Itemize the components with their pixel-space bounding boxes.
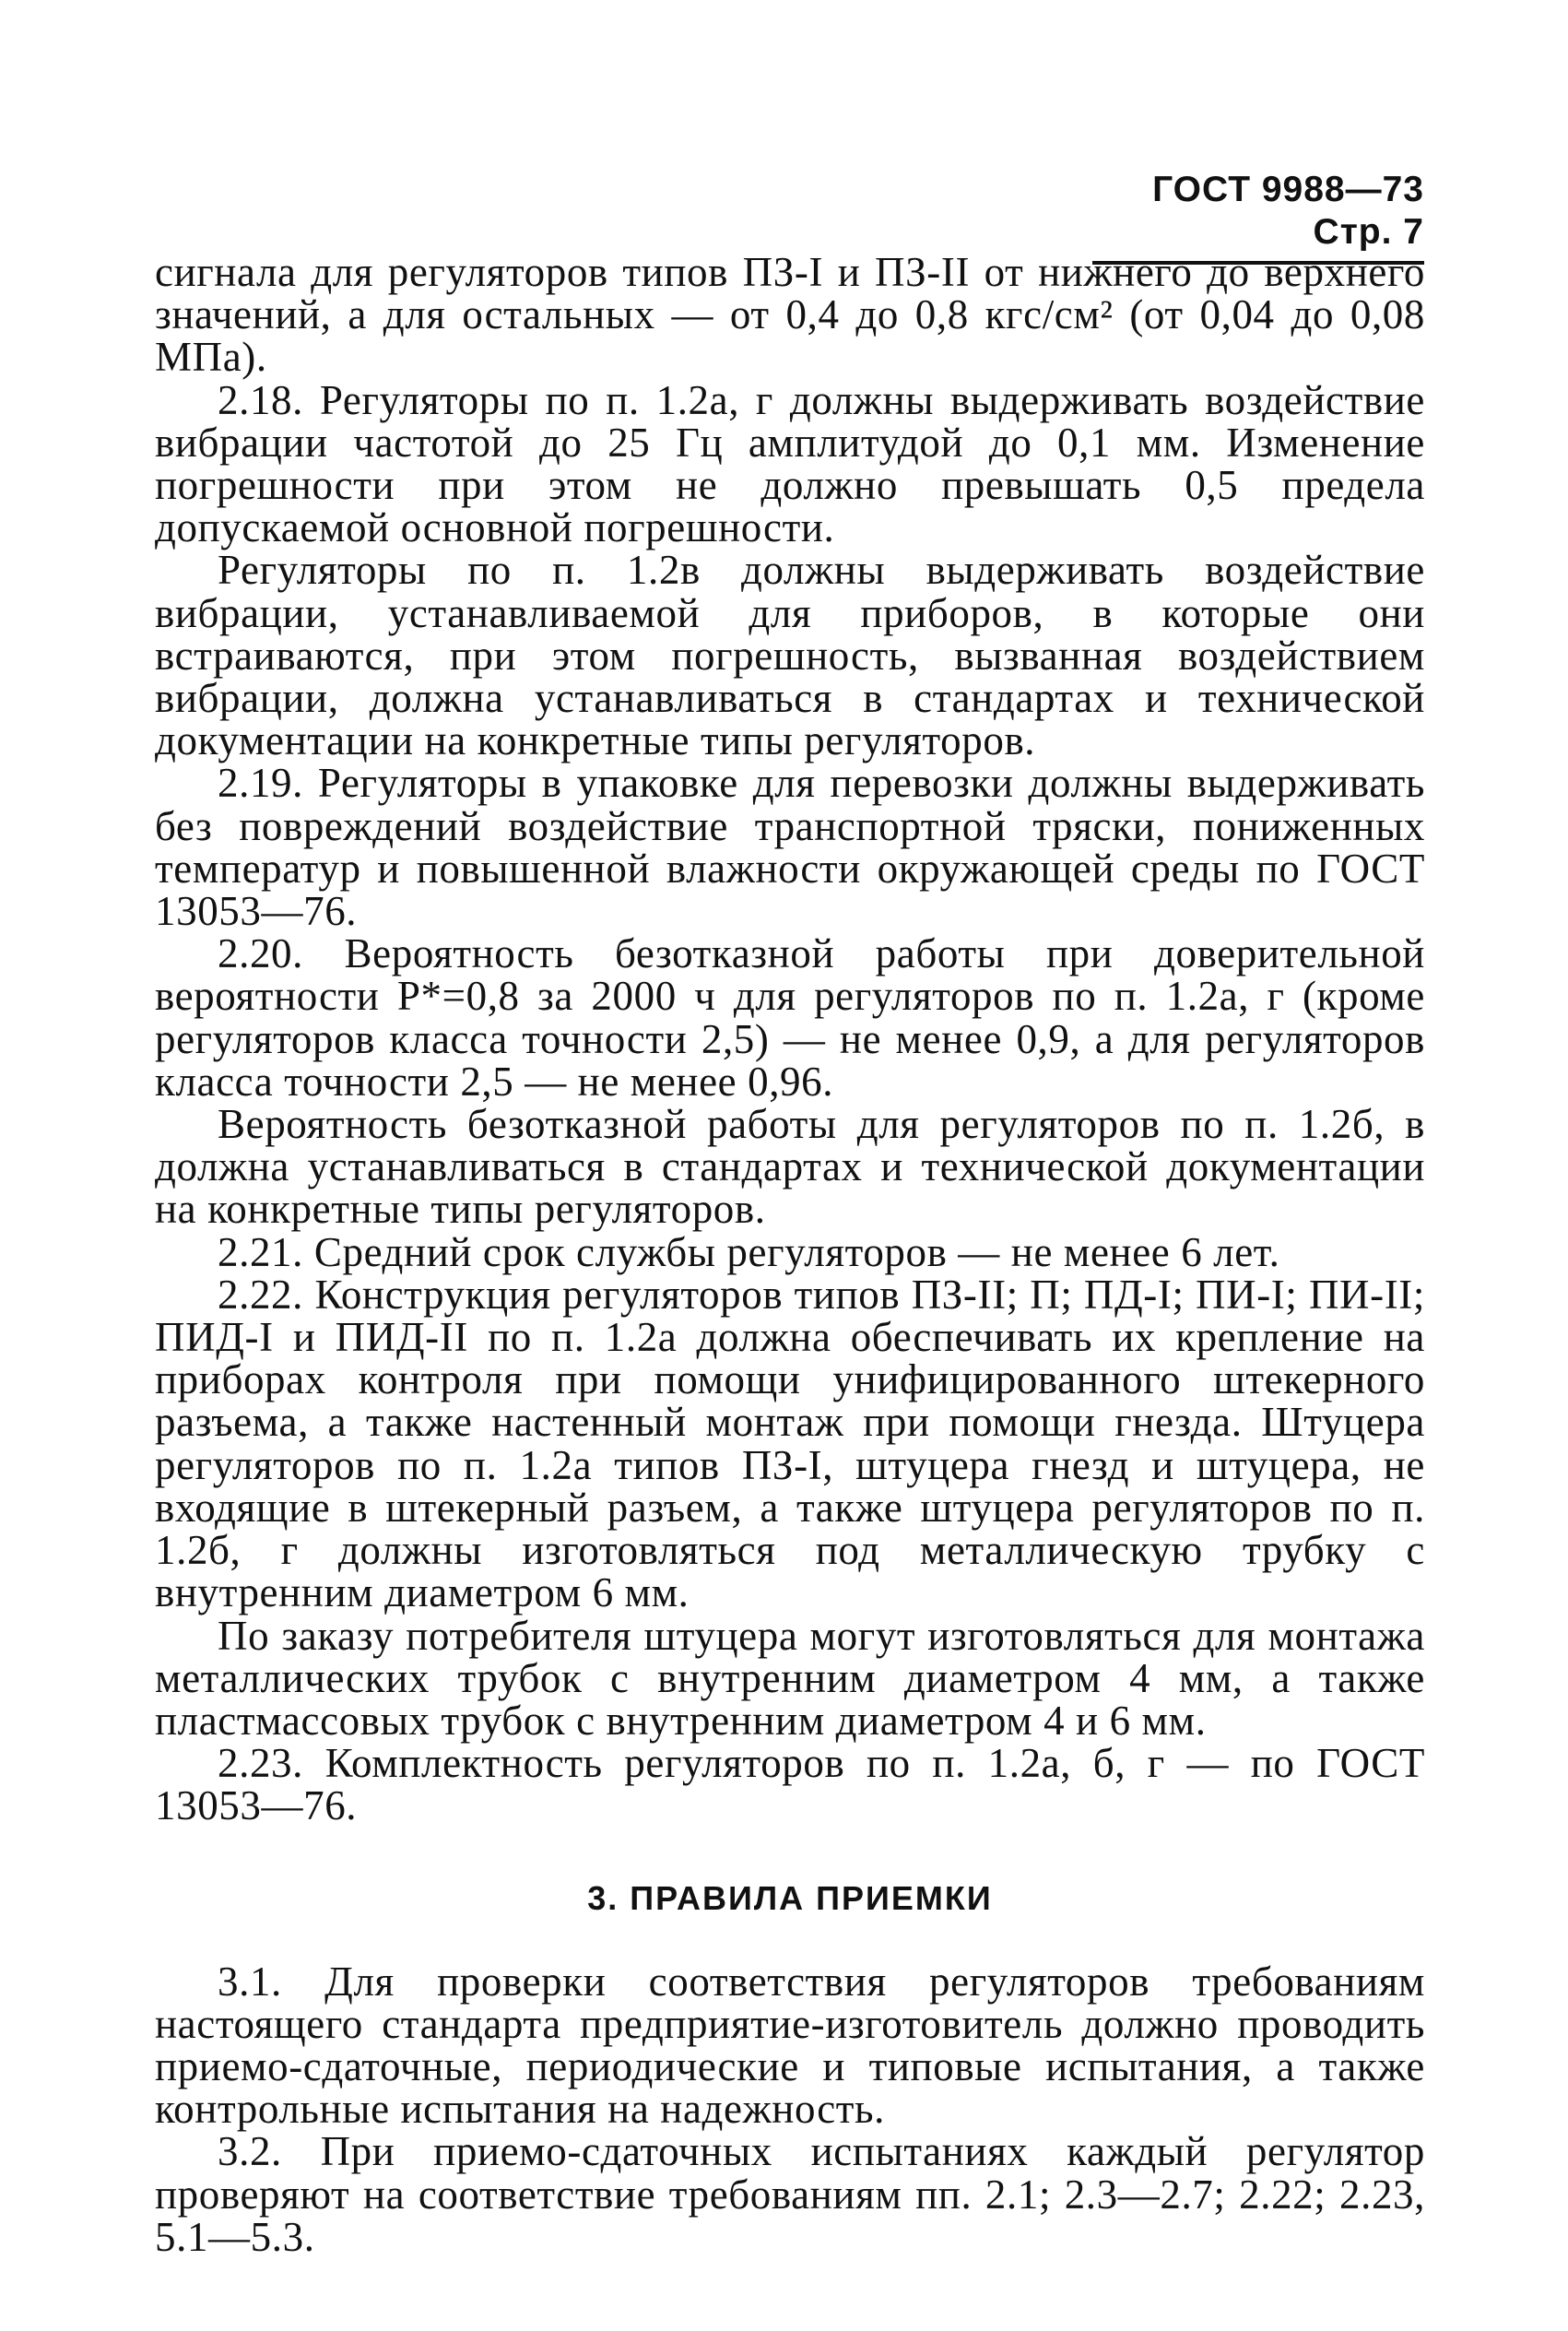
paragraph-2-21: 2.21. Средний срок службы регуляторов — не менее 6 лет. (218, 1228, 1280, 1275)
body-text (155, 251, 1425, 2258)
section-heading: 3. ПРАВИЛА ПРИЕМКИ (587, 1878, 993, 1917)
paragraph-2-19: 2.19. Регуляторы в упаковке для перевозки должны выдерживать без повреждений воздействие транспортной тряски, пониженных температур и повышенной влажности окружающей среды по ГОСТ 13053—76. (155, 760, 1425, 935)
paragraph-continuation: сигнала для регуляторов типов ПЗ-I и ПЗ-II от нижнего до верхнего значений, а для остальных — от 0,4 до 0,8 кгс/см² (от 0,04 до 0,08 МПа). (155, 249, 1425, 381)
paragraph-3-1: 3.1. Для проверки соответствия регуляторов требованиям настоящего стандарта предприятие-изготовитель должно проводить приемо-сдаточные, периодические и типовые испытания, а также контрольные испытания на надежность. (155, 1958, 1425, 2133)
paragraph-2-22: 2.22. Конструкция регуляторов типов ПЗ-II; П; ПД-I; ПИ-I; ПИ-II; ПИД-I и ПИД-II по п. 1.2а должна обеспечивать их крепление на приборах контроля при помощи унифицированного штекерного разъема, а также настенный монтаж при помощи гнезда. Штуцера регуляторов по п. 1.2а типов ПЗ-I, штуцера гнезд и штуцера, не входящие в штекерный разъем, а также штуцера регуляторов по п. 1.2б, г должны изготовляться под металлическую трубку с внутренним диаметром 6 мм. (155, 1271, 1425, 1616)
running-header: ГОСТ 9988—73 Стр. 7 (1092, 169, 1424, 265)
paragraph-3-2: 3.2. При приемо-сдаточных испытаниях каждый регулятор проверяют на соответствие требованиям пп. 2.1; 2.3—2.7; 2.22; 2.23, 5.1—5.3. (155, 2128, 1425, 2260)
paragraph-2-18-cont: Регуляторы по п. 1.2в должны выдерживать воздействие вибрации, устанавливаемой для приборов, в которые они встраиваются, при этом погрешность, вызванная воздействием вибрации, должна устанавливаться в стандартах и технической документации на конкретные типы регуляторов. (155, 547, 1425, 764)
paragraph-2-20: 2.20. Вероятность безотказной работы при доверительной вероятности Р*=0,8 за 2000 ч для регуляторов по п. 1.2а, г (кроме регуляторов класса точности 2,5) — не менее 0,9, а для регуляторов класса точности 2,5 — не менее 0,96. (155, 930, 1425, 1105)
paragraph-2-18: 2.18. Регуляторы по п. 1.2а, г должны выдерживать воздействие вибрации частотой до 25 Гц амплитудой до 0,1 мм. Изменение погрешности при этом не должно превышать 0,5 предела допускаемой основной погрешности. (155, 376, 1425, 551)
paragraph-2-23: 2.23. Комплектность регуляторов по п. 1.2а, б, г — по ГОСТ 13053—76. (155, 1740, 1425, 1829)
paragraph-2-20-cont: Вероятность безотказной работы для регуляторов по п. 1.2б, в должна устанавливаться в стандартах и технической документации на конкретные типы регуляторов. (155, 1101, 1425, 1233)
paragraph-2-22-cont: По заказу потребителя штуцера могут изготовляться для монтажа металлических трубок с внутренним диаметром 4 мм, а также пластмассовых трубок с внутренним диаметром 4 и 6 мм. (155, 1612, 1425, 1744)
